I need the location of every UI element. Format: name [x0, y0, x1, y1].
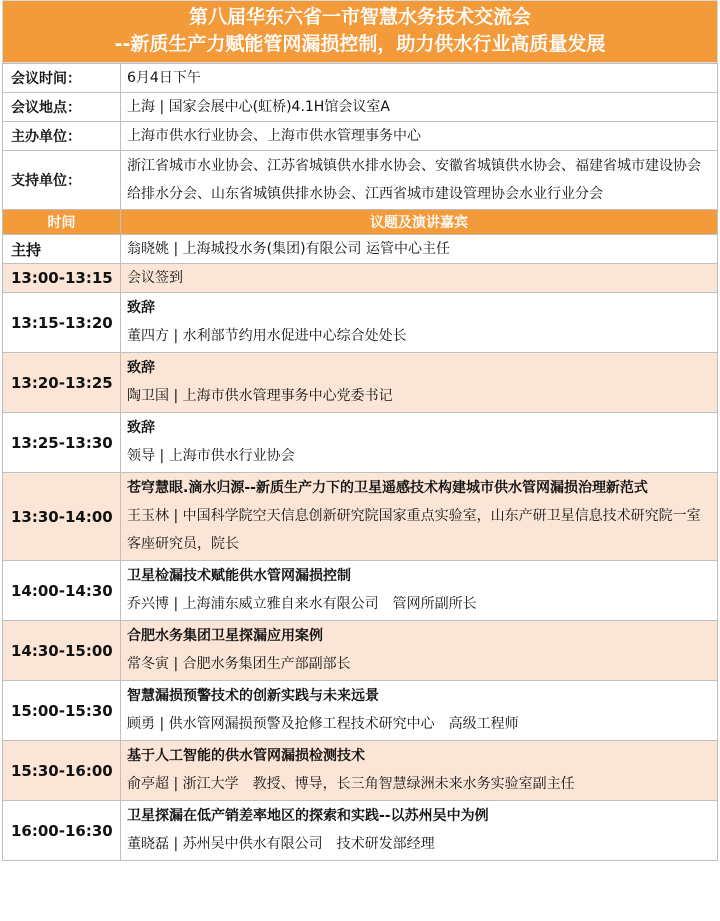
info-row-time	[3, 64, 718, 93]
column-header-time: 时间	[3, 210, 121, 235]
info-value: 上海市供水行业协会、上海市供水管理事务中心	[121, 122, 718, 151]
banner-header	[2, 0, 718, 63]
agenda-speaker: 常冬寅 | 合肥水务集团生产部副部长	[127, 656, 351, 672]
agenda-row	[3, 264, 718, 293]
agenda-speaker: 顾勇 | 供水管网漏损预警及抢修工程技术研究中心 高级工程师	[127, 716, 519, 732]
agenda-speaker: 乔兴博 | 上海浦东威立雅自来水有限公司 管网所副所长	[127, 596, 477, 612]
info-label: 会议时间：	[3, 64, 121, 93]
agenda-title: 致辞	[127, 420, 155, 436]
info-value: 浙江省城市水业协会、江苏省城镇供水排水协会、安徽省城镇供水协会、福建省城市建设协会给排水分会、山东省城镇供排水协会、江西省城市建设管理协会水业行业分会	[121, 151, 718, 210]
agenda-time: 13:15-13:20	[3, 293, 121, 353]
banner-subtitle: --新质生产力赋能管网漏损控制，助力供水行业高质量发展	[114, 33, 606, 55]
agenda-speaker: 陶卫国 | 上海市供水管理事务中心党委书记	[127, 388, 393, 404]
info-label: 支持单位：	[3, 151, 121, 210]
info-label: 主办单位：	[3, 122, 121, 151]
column-header-topic: 议题及演讲嘉宾	[121, 210, 718, 235]
agenda-title: 致辞	[127, 300, 155, 316]
agenda-time: 13:00-13:15	[3, 264, 121, 293]
agenda-row	[3, 801, 718, 861]
agenda-speaker: 王玉林 | 中国科学院空天信息创新研究院国家重点实验室，山东产研卫星信息技术研究院一室客座研究员，院长	[127, 508, 701, 552]
info-row-supporters	[3, 151, 718, 210]
agenda-row	[3, 473, 718, 561]
column-header-row	[3, 210, 718, 235]
info-value: 上海 | 国家会展中心(虹桥)4.1H馆会议室A	[121, 93, 718, 122]
agenda-speaker: 领导 | 上海市供水行业协会	[127, 448, 295, 464]
agenda-speaker: 董四方 | 水利部节约用水促进中心综合处处长	[127, 328, 407, 344]
agenda-title: 基于人工智能的供水管网漏损检测技术	[127, 748, 365, 764]
agenda-time: 14:00-14:30	[3, 561, 121, 621]
agenda-title: 卫星检漏技术赋能供水管网漏损控制	[127, 568, 351, 584]
agenda-title: 致辞	[127, 360, 155, 376]
agenda-row	[3, 681, 718, 741]
agenda-time: 16:00-16:30	[3, 801, 121, 861]
agenda-row	[3, 293, 718, 353]
agenda-speaker: 会议签到	[121, 264, 718, 293]
info-value: 6月4日下午	[121, 64, 718, 93]
agenda-speaker: 俞亭超 | 浙江大学 教授、博导，长三角智慧绿洲未来水务实验室副主任	[127, 776, 575, 792]
agenda-time: 13:30-14:00	[3, 473, 121, 561]
agenda-time: 15:00-15:30	[3, 681, 121, 741]
host-row	[3, 235, 718, 264]
agenda-row	[3, 741, 718, 801]
agenda-row	[3, 621, 718, 681]
agenda-title: 合肥水务集团卫星探漏应用案例	[127, 628, 323, 644]
info-row-organizer	[3, 122, 718, 151]
agenda-row	[3, 413, 718, 473]
agenda-document	[2, 0, 718, 861]
info-label: 会议地点：	[3, 93, 121, 122]
info-row-venue	[3, 93, 718, 122]
banner-title: 第八届华东六省一市智慧水务技术交流会	[188, 6, 531, 28]
agenda-row	[3, 561, 718, 621]
host-value: 翁晓姚 | 上海城投水务(集团)有限公司 运管中心主任	[121, 235, 718, 264]
agenda-time: 15:30-16:00	[3, 741, 121, 801]
agenda-table	[2, 63, 718, 861]
agenda-time: 14:30-15:00	[3, 621, 121, 681]
agenda-row	[3, 353, 718, 413]
agenda-title: 苍穹慧眼.滴水归源--新质生产力下的卫星遥感技术构建城市供水管网漏损治理新范式	[127, 480, 648, 496]
agenda-time: 13:25-13:30	[3, 413, 121, 473]
agenda-title: 智慧漏损预警技术的创新实践与未来远景	[127, 688, 379, 704]
host-label: 主持	[3, 235, 121, 264]
agenda-time: 13:20-13:25	[3, 353, 121, 413]
agenda-title: 卫星探漏在低产销差率地区的探索和实践--以苏州吴中为例	[127, 808, 489, 824]
agenda-speaker: 董晓磊 | 苏州吴中供水有限公司 技术研发部经理	[127, 836, 435, 852]
